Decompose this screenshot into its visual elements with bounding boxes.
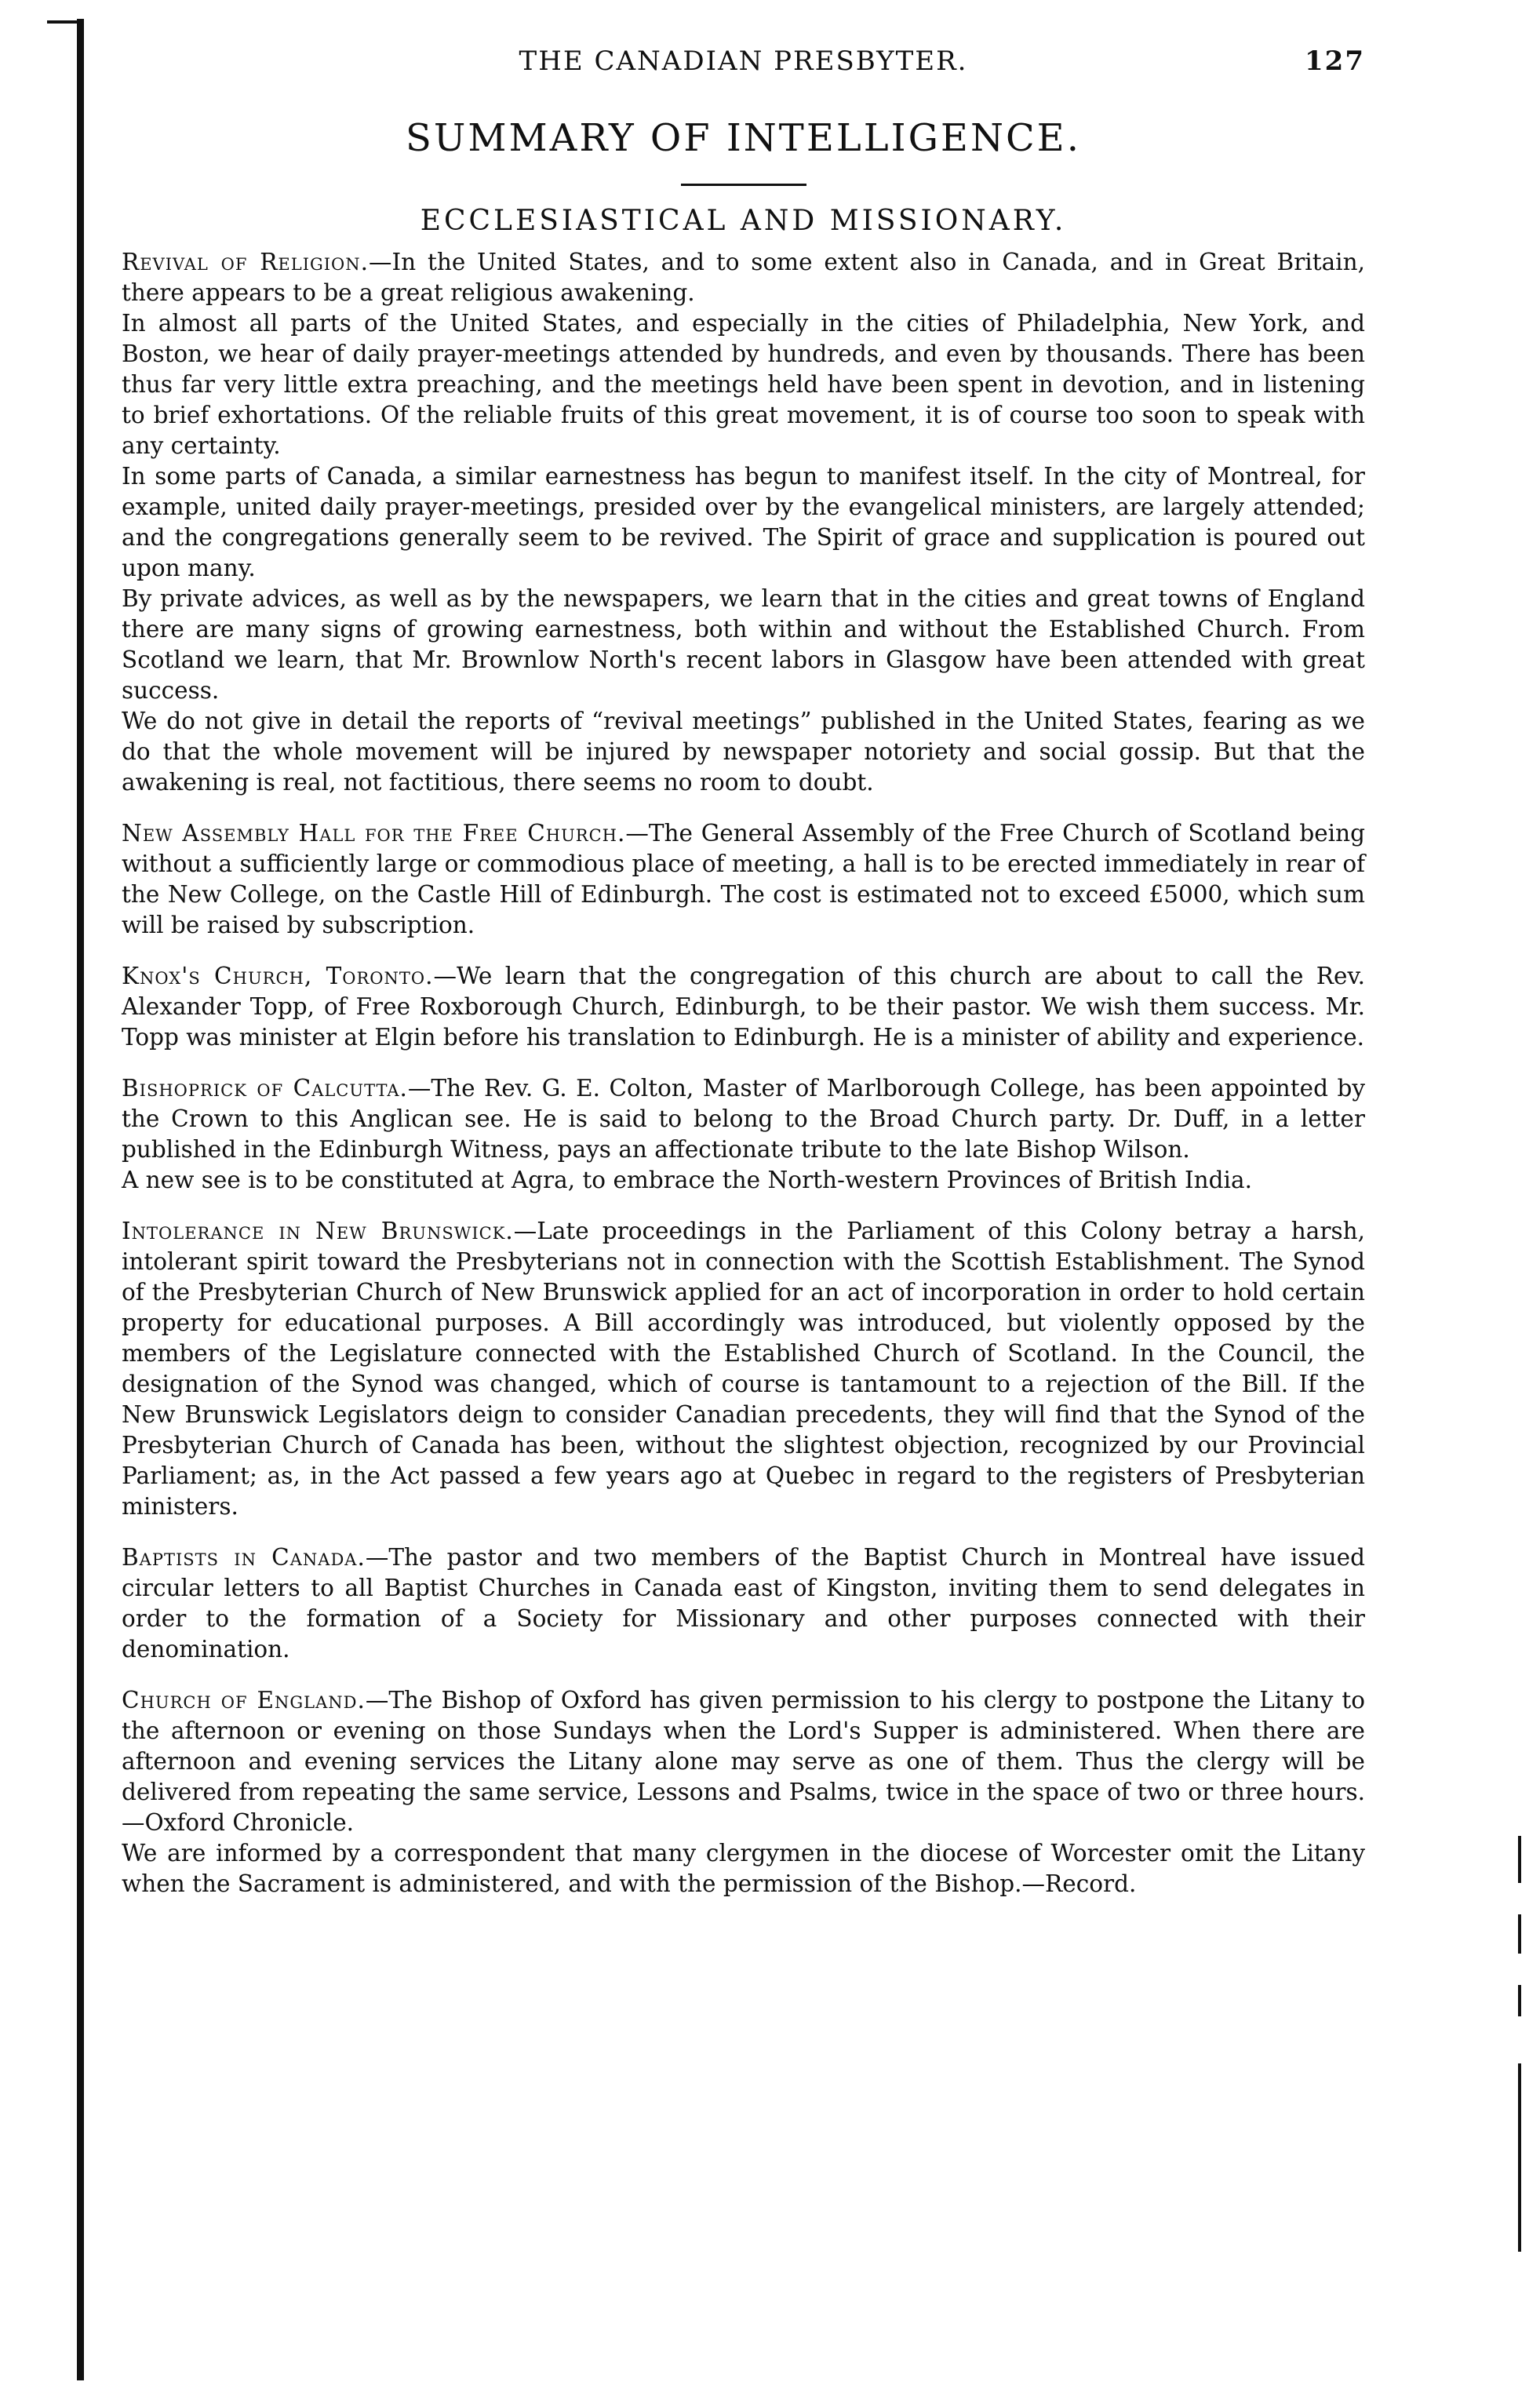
main-title: SUMMARY OF INTELLIGENCE. xyxy=(406,116,1081,160)
article-paragraph: Bishoprick of Calcutta.—The Rev. G. E. Colton, Master of Marlborough College, has been appointed by the Crown to this Anglican see. He is said to belong to the Broad Church party. Dr. Duff, in a letter published in the Edinburgh Witness, pays an affectionate tribute to the late Bishop Wilson. xyxy=(122,1075,1366,1163)
article-paragraph: We do not give in detail the reports of “revival meetings” published in the United States, fearing as we do that the whole movement will be injured by newspaper notoriety and social gossip. But that the awakening is real, not factitious, there seems no room to doubt. xyxy=(122,708,1365,796)
article-heading: Bishoprick of Calcutta. xyxy=(122,1075,408,1102)
article-church-of-england xyxy=(122,1685,1365,1899)
article-paragraph: A new see is to be constituted at Agra, to embrace the North-western Provinces of British India. xyxy=(122,1167,1252,1193)
margin-marks xyxy=(1518,1828,1527,2267)
article-paragraph: Knox's Church, Toronto.—We learn that the congregation of this church are about to call the Rev. Alexander Topp, of Free Roxborough Church, Edinburgh, to be their pastor. We wish them success. Mr. Topp was minister at Elgin before his translation to Edinburgh. He is a minister of ability and experience. xyxy=(122,963,1365,1051)
article-paragraph: In some parts of Canada, a similar earnestness has begun to manifest itself. In the city of Montreal, for example, united daily prayer-meetings, presided over by the evangelical ministers, are largely attended; and the congregations generally seem to be revived. The Spirit of grace and supplication is poured out upon many. xyxy=(122,463,1365,581)
article-new-brunswick xyxy=(122,1216,1365,1522)
article-paragraph: In almost all parts of the United States, and especially in the cities of Philadelphia, New York, and Boston, we hear of daily prayer-meetings attended by hundreds, and even by thousands. There has been thus far very little extra preaching, and the meetings held have been spent in devotion, and in listening to brief exhortations. Of the reliable fruits of this great movement, it is of course too soon to speak with any certainty. xyxy=(122,310,1365,459)
article-heading: Intolerance in New Brunswick. xyxy=(122,1218,514,1244)
running-head xyxy=(122,33,1365,80)
margin-tick xyxy=(47,20,78,24)
section-title: ECCLESIASTICAL AND MISSIONARY. xyxy=(420,205,1067,237)
article-knox-church xyxy=(122,961,1365,1053)
article-heading: Knox's Church, Toronto. xyxy=(122,963,434,989)
title-rule xyxy=(681,184,806,186)
article-baptists xyxy=(122,1542,1365,1665)
page xyxy=(122,33,1365,1899)
article-heading: Revival of Religion. xyxy=(122,249,370,275)
article-paragraph: Revival of Religion.—In the United States, and to some extent also in Canada, and in Great Britain, there appears to be a great religious awakening. xyxy=(122,249,1365,306)
article-heading: New Assembly Hall for the Free Church. xyxy=(122,820,626,847)
article-paragraph: Baptists in Canada.—The pastor and two members of the Baptist Church in Montreal have issued circular letters to all Baptist Churches in Canada east of Kingston, inviting them to send delegates in order to the formation of a Society for Missionary and other purposes connected with their denomination. xyxy=(122,1544,1365,1663)
running-title: THE CANADIAN PRESBYTER. xyxy=(519,46,968,77)
article-paragraph: Church of England.—The Bishop of Oxford has given permission to his clergy to postpone the Litany to the afternoon or evening on those Sundays when the Lord's Supper is administered. When there are afternoon and evening services the Litany alone may serve as one of them. Thus the clergy will be delivered from repeating the same service, Lessons and Psalms, twice in the space of two or three hours.—Oxford Chronicle. xyxy=(122,1687,1366,1836)
article-heading: Baptists in Canada. xyxy=(122,1544,366,1571)
page-edge-rule xyxy=(77,19,84,2380)
article-paragraph: By private advices, as well as by the newspapers, we learn that in the cities and great towns of England there are many signs of growing earnestness, both within and without the Established Church. From Scotland we learn, that Mr. Brownlow North's recent labors in Glasgow have been attended with great success. xyxy=(122,585,1365,704)
article-paragraph: New Assembly Hall for the Free Church.—The General Assembly of the Free Church of Scotland being without a sufficiently large or commodious place of meeting, a hall is to be erected immediately in rear of the New College, on the Castle Hill of Edinburgh. The cost is estimated not to exceed £5000, which sum will be raised by subscription. xyxy=(122,820,1365,938)
article-assembly-hall xyxy=(122,818,1365,941)
page-number: 127 xyxy=(1305,46,1365,77)
article-paragraph: We are informed by a correspondent that many clergymen in the diocese of Worcester omit the Litany when the Sacrament is administered, and with the permission of the Bishop.—Record. xyxy=(122,1840,1365,1897)
article-heading: Church of England. xyxy=(122,1687,366,1714)
article-calcutta xyxy=(122,1073,1365,1196)
article-revival xyxy=(122,247,1365,798)
article-paragraph: Intolerance in New Brunswick.—Late proceedings in the Parliament of this Colony betray a harsh, intolerant spirit toward the Presbyterians not in connection with the Scottish Establishment. The Synod of the Presbyterian Church of New Brunswick applied for an act of incorporation in order to hold certain property for educational purposes. A Bill accordingly was introduced, but violently opposed by the members of the Legislature connected with the Established Church of Scotland. In the Council, the designation of the Synod was changed, which of course is tantamount to a rejection of the Bill. If the New Brunswick Legislators deign to consider Canadian precedents, they will find that the Synod of the Presbyterian Church of Canada has been, without the slightest objection, recognized by our Provincial Parliament; as, in the Act passed a few years ago at Quebec in regard to the registers of Presbyterian ministers. xyxy=(122,1218,1365,1520)
